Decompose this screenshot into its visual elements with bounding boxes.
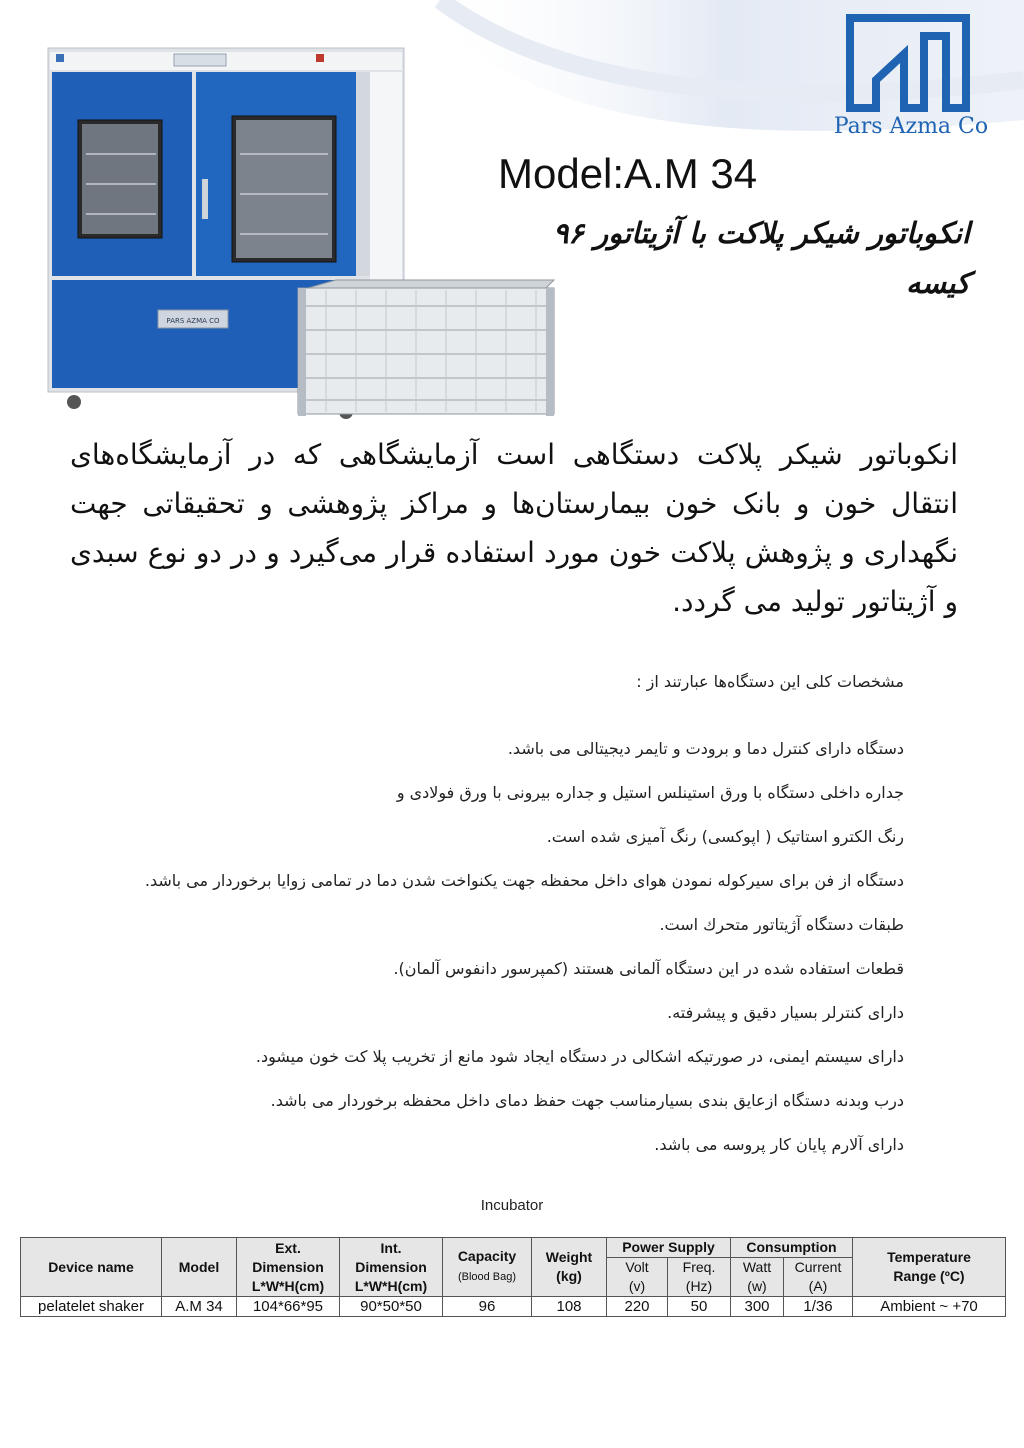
current-label: Current — [794, 1259, 842, 1275]
capacity-label: Capacity — [457, 1248, 517, 1264]
intro-paragraph: انکوباتور شیکر پلاکت دستگاهی است آزمایشگاهی که در آزمایشگاه‌های انتقال خون و بانک خون بیمارستان‌ها و مراکز پژوهشی و تحقیقاتی جهت نگهداری و پژوهش پلاکت خون مورد استفاده قرار می‌گیرد و در دو نوع سبدی و آژیتاتور تولید می گردد. — [70, 438, 958, 618]
cell-ext-dimension: 104*66*95 — [237, 1297, 340, 1317]
header-power-supply: Power Supply — [607, 1238, 731, 1258]
header-volt — [607, 1258, 668, 1297]
header-current — [784, 1258, 853, 1297]
header-weight — [532, 1238, 607, 1297]
int-line-2: Dimension — [355, 1258, 427, 1275]
volt-unit: (v) — [628, 1278, 646, 1294]
cell-device-name: pelatelet shaker — [21, 1297, 162, 1317]
feature-item: دستگاه دارای کنترل دما و برودت و تایمر دیجیتالی می باشد. — [507, 739, 904, 758]
header-model: Model — [162, 1238, 237, 1297]
watt-label: Watt — [742, 1259, 772, 1275]
cell-model: A.M 34 — [162, 1297, 237, 1317]
cell-watt: 300 — [731, 1297, 784, 1317]
feature-item: دارای آلارم پایان کار پروسه می باشد. — [654, 1135, 904, 1154]
header-int-dimension — [340, 1238, 443, 1297]
feature-item: جداره داخلی دستگاه با ورق استینلس استیل و جداره بیرونی با ورق فولادی و — [396, 783, 904, 802]
pars-azma-logo-icon — [846, 14, 970, 112]
cell-temperature: Ambient ~ +70 — [853, 1297, 1006, 1317]
incubator-product-image — [46, 44, 561, 434]
feature-item: قطعات استفاده شده در این دستگاه آلمانی هستند (کمپرسور دانفوس آلمان). — [393, 959, 904, 978]
header-temperature — [853, 1238, 1006, 1297]
ext-line-1: Ext. — [275, 1239, 301, 1256]
header-device-name: Device name — [21, 1238, 162, 1297]
int-line-3: L*W*H(cm) — [354, 1277, 428, 1294]
current-unit: (A) — [808, 1278, 828, 1294]
feature-item: درب وبدنه دستگاه ازعایق بندی بسیارمناسب جهت حفظ دمای داخل محفظه برخوردار می باشد. — [270, 1091, 904, 1110]
watt-unit: (w) — [747, 1278, 767, 1294]
header-watt — [731, 1258, 784, 1297]
volt-label: Volt — [625, 1259, 649, 1275]
svg-text:PARS AZMA CO: PARS AZMA CO — [166, 317, 220, 325]
cell-volt: 220 — [607, 1297, 668, 1317]
header-freq — [668, 1258, 731, 1297]
product-title: انکوباتور شیکر پلاکت با آژیتاتور ۹۶ کیسه — [552, 216, 970, 300]
int-line-1: Int. — [380, 1239, 402, 1256]
spec-table — [20, 1237, 1006, 1317]
cell-capacity: 96 — [443, 1297, 532, 1317]
capacity-unit: (Blood Bag) — [457, 1271, 517, 1283]
table-row — [21, 1297, 1006, 1317]
model-title: Model:A.M 34 — [498, 150, 758, 197]
specs-heading: مشخصات کلی این دستگاه‌ها عبارتند از : — [636, 672, 904, 691]
header-ext-dimension — [237, 1238, 340, 1297]
temperature-unit: Range (ºC) — [893, 1268, 965, 1284]
feature-item: رنگ الکترو استاتیک ( اپوکسی) رنگ آمیزی شده است. — [546, 827, 904, 846]
feature-item: دستگاه از فن برای سیرکوله نمودن هوای داخل محفظه جهت یکنواخت شدن دما در تمامی زوایا برخوردار می باشد. — [144, 871, 904, 890]
cell-freq: 50 — [668, 1297, 731, 1317]
cell-weight: 108 — [532, 1297, 607, 1317]
features-list — [34, 732, 904, 1172]
brand-name: Pars Azma Co — [833, 114, 989, 139]
header-consumption: Consumption — [731, 1238, 853, 1258]
feature-item: دارای سیستم ایمنی، در صورتیکه اشکالی در دستگاه ایجاد شود مانع از تخریب پلا کت خون میشود. — [255, 1047, 904, 1066]
temperature-label: Temperature — [887, 1249, 971, 1265]
weight-label: Weight — [545, 1249, 593, 1265]
ext-line-2: Dimension — [252, 1258, 324, 1275]
header-capacity — [443, 1238, 532, 1297]
ext-line-3: L*W*H(cm) — [251, 1277, 325, 1294]
cell-int-dimension: 90*50*50 — [340, 1297, 443, 1317]
freq-label: Freq. — [682, 1259, 716, 1275]
feature-item: دارای کنترلر بسیار دقیق و پیشرفته. — [667, 1003, 904, 1022]
cell-current: 1/36 — [784, 1297, 853, 1317]
table-caption: Incubator — [480, 1197, 544, 1214]
feature-item: طبقات دستگاه آژیتاتور متحرك است. — [659, 915, 904, 934]
weight-unit: (kg) — [556, 1268, 582, 1284]
freq-unit: (Hz) — [685, 1278, 713, 1294]
